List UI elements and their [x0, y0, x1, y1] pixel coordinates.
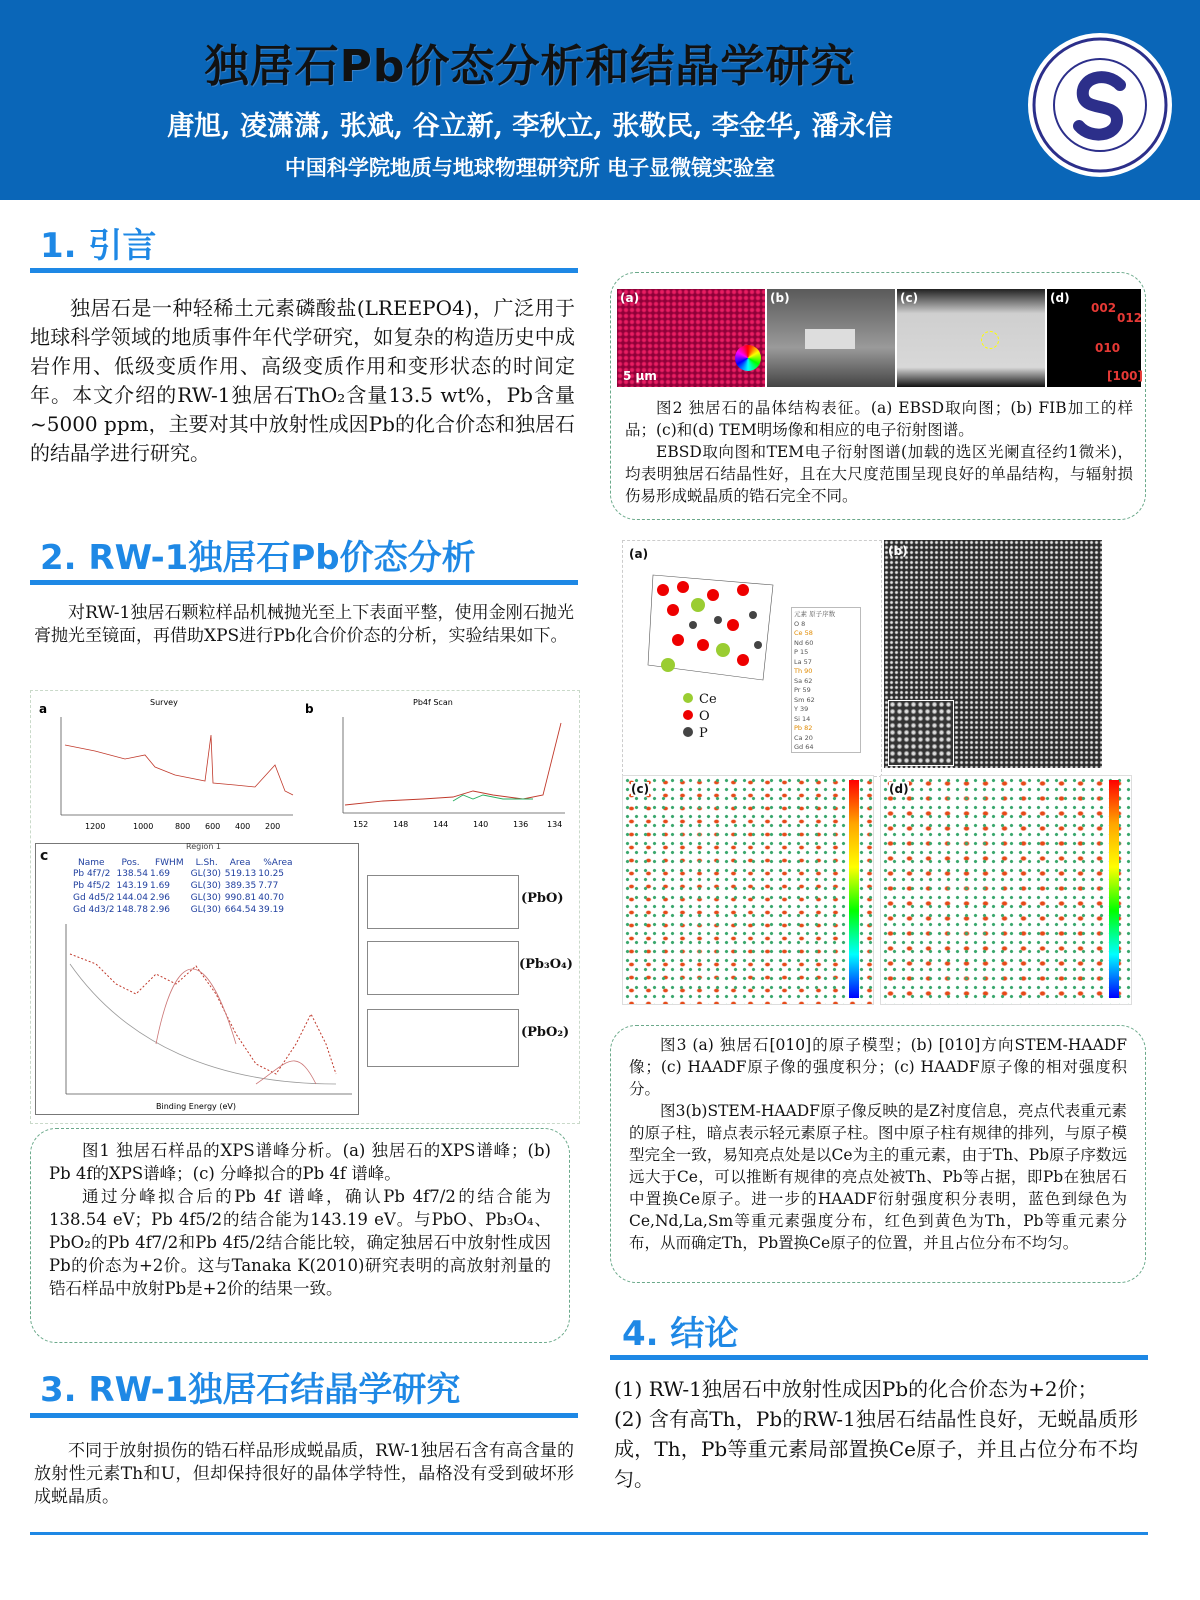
figure2a-label: (a) [620, 291, 640, 305]
element-table-row: Si 14 [794, 714, 811, 723]
element-table-row: Pr 59 [794, 686, 811, 694]
figure1a-chart [35, 695, 300, 835]
figure3b-inset [888, 700, 954, 766]
cell: GL(30) [190, 869, 222, 879]
fit-table [72, 858, 299, 916]
cell: 144.04 [116, 893, 148, 903]
figure1c-region: Region 1 [186, 842, 222, 851]
svg-text:200: 200 [265, 822, 281, 831]
ref-label-pb3o4: (Pb₃O₄) [519, 957, 573, 972]
svg-text:152: 152 [353, 820, 369, 829]
figure1c-chart [35, 843, 359, 1115]
figure2b-image [767, 289, 895, 387]
fit-table-row [72, 868, 299, 880]
figure1-caption-box [30, 1128, 570, 1343]
cell: 664.54 [224, 905, 257, 915]
figure1b-chart [303, 695, 573, 835]
atom-model [643, 565, 783, 685]
section4-title: 4. 结论 [622, 1314, 739, 1354]
fit-xlabel: Binding Energy (eV) [156, 1102, 236, 1111]
section3-body: 不同于放射损伤的锆石样品形成蜕晶质，RW-1独居石含有高含量的放射性元素Th和U，但却保持很好的晶体学特性，晶格没有受到破坏形成蜕晶质。 [34, 1441, 574, 1507]
section2-title: 2. RW-1独居石Pb价态分析 [40, 538, 476, 578]
section1-body: 独居石是一种轻稀土元素磷酸盐(LREEPO4)，广泛用于地球科学领域的地质事件年代学研究，如复杂的构造历史中成岩作用、低级变质作用、高级变质作用和变形状态的时间定年。本文介绍的RW-1独居石ThO₂含量13.5 wt%，Pb含量~5000 ppm，主要对其中放射性成因Pb的化合价态和独居石的结晶学进行研究。 [30, 296, 575, 465]
element-table-row: P 15 [794, 648, 809, 656]
element-table-row: Th 90 [794, 667, 813, 675]
cell: 2.96 [149, 905, 171, 915]
conclusion-list [614, 1374, 1138, 1494]
figure2-box [610, 272, 1146, 520]
cell: Pb 4f7/2 [73, 869, 111, 879]
svg-text:600: 600 [205, 822, 221, 831]
figure3a-label: (a) [629, 547, 649, 561]
ref-table-pbo [367, 875, 519, 929]
figure2d-label: (d) [1050, 291, 1070, 305]
fit-head: L.Sh. [195, 858, 218, 868]
fit-head: Pos. [121, 858, 140, 868]
cell: GL(30) [190, 893, 222, 903]
figure1c-label: c [40, 848, 49, 864]
svg-text:400: 400 [235, 822, 251, 831]
cell: GL(30) [190, 881, 222, 891]
ref-label-pbo: (PbO) [521, 891, 564, 906]
affiliation: 中国科学院地质与地球物理研究所 电子显微镜实验室 [284, 155, 776, 180]
spot-label: 012 [1117, 311, 1143, 325]
legend-ce-label: Ce [699, 692, 717, 707]
element-table-row: O 8 [794, 619, 806, 628]
figure1b-title: Pb4f Scan [413, 698, 453, 707]
fit-head: %Area [263, 858, 293, 868]
fit-table-header [72, 858, 299, 868]
fib-lamella [805, 329, 855, 349]
cell: Gd 4d3/2 [73, 905, 115, 915]
figure2c-image [897, 289, 1045, 387]
cell: 990.81 [224, 893, 257, 903]
figure3c-image [622, 775, 874, 1005]
figure2a-image [617, 289, 765, 387]
cell: 389.35 [224, 881, 257, 891]
svg-text:134: 134 [547, 820, 563, 829]
figure1a-title: Survey [150, 698, 178, 707]
legend-p-label: P [699, 726, 708, 741]
svg-text:1000: 1000 [133, 822, 154, 831]
aperture-circle [981, 331, 999, 349]
figure1a-label: a [39, 702, 48, 716]
conclusion-item: (2) 含有高Th，Pb的RW-1独居石结晶性良好，无蜕晶质形成，Th，Pb等重元素局部置换Ce原子，并且占位分布不均匀。 [614, 1407, 1138, 1491]
cell: Pb 4f5/2 [73, 881, 111, 891]
ref-table-pbo2 [367, 1009, 519, 1067]
element-table-row: Ca 20 [794, 733, 813, 742]
element-table-head: 元素 原子序数 [794, 610, 836, 618]
element-table-row: Pb 82 [794, 724, 813, 732]
figure1-caption-title: 图1 独居石样品的XPS谱峰分析。(a) 独居石的XPS谱峰；(b) Pb 4f的XPS谱峰；(c) 分峰拟合的Pb 4f 谱峰。 [49, 1141, 551, 1183]
atom-legend [683, 691, 717, 742]
figure2c-label: (c) [900, 291, 919, 305]
element-table-rows [794, 620, 858, 753]
figure3b-label: (b) [888, 544, 908, 558]
fit-head: Area [229, 858, 251, 868]
ref-table-pb3o4 [367, 941, 519, 995]
element-table-row: Sa 62 [794, 676, 813, 685]
svg-text:800: 800 [175, 822, 191, 831]
spot-label: 010 [1095, 341, 1121, 355]
legend-p [683, 725, 717, 742]
figure2-caption-body: EBSD取向图和TEM电子衍射图谱(加载的选区光阑直径约1微米)，均表明独居石结晶性好，且在大尺度范围呈现良好的单晶结构，与辐射损伤易形成蜕晶质的锆石完全不同。 [625, 443, 1133, 505]
figure1 [30, 690, 580, 1124]
figure1b-label: b [305, 702, 314, 716]
section4-bar [610, 1355, 1148, 1360]
section2-body: 对RW-1独居石颗粒样品机械抛光至上下表面平整，使用金刚石抛光膏抛光至镜面，再借助XPS进行Pb化合价价态的分析，实验结果如下。 [34, 603, 574, 646]
element-table [791, 607, 861, 753]
legend-o [683, 708, 717, 725]
ref-label-pbo2: (PbO₂) [521, 1025, 570, 1040]
cell: 7.77 [258, 881, 279, 891]
svg-text:136: 136 [513, 820, 529, 829]
svg-text:1200: 1200 [85, 822, 106, 831]
figure3-caption-title: 图3 (a) 独居石[010]的原子模型；(b) [010]方向STEM-HAADF像；(c) HAADF原子像的强度积分；(c) HAADF原子像的相对强度积分。 [629, 1036, 1127, 1098]
authors: 唐旭, 凌潇潇, 张斌, 谷立新, 李秋立, 张敬民, 李金华, 潘永信 [167, 111, 893, 142]
figure2a-scale: 5 μm [623, 369, 657, 383]
cell: 138.54 [116, 869, 148, 879]
fit-head: FWHM [154, 858, 184, 868]
conclusion-item: (1) RW-1独居石中放射性成因Pb的化合价态为+2价； [614, 1377, 1098, 1401]
cell: 1.69 [149, 869, 171, 879]
svg-text:148: 148 [393, 820, 409, 829]
section1-title: 1. 引言 [40, 226, 157, 266]
cell: 519.13 [224, 869, 257, 879]
figure3a [622, 540, 882, 777]
fit-table-row [72, 880, 299, 892]
zone-axis-label: [100] [1107, 369, 1144, 383]
svg-text:144: 144 [433, 820, 449, 829]
color-wheel-icon [735, 345, 761, 371]
cell: 10.25 [258, 869, 285, 879]
cell: 148.78 [116, 905, 148, 915]
element-table-row: Ce 58 [794, 629, 813, 637]
cell: Gd 4d5/2 [73, 893, 115, 903]
legend-ce [683, 691, 717, 708]
element-table-row: La 57 [794, 657, 812, 666]
poster-title: 独居石Pb价态分析和结晶学研究 [204, 41, 856, 92]
spot-label: 002 [1091, 301, 1117, 315]
cell: GL(30) [190, 905, 222, 915]
figure3c-label: (c) [631, 782, 650, 796]
cell: 39.19 [258, 905, 285, 915]
figure2d-image [1047, 289, 1144, 387]
fit-curves [36, 924, 358, 1114]
section2-bar [30, 580, 578, 585]
footer-rule [30, 1532, 1148, 1535]
section1-bar [30, 268, 578, 273]
figure2b-label: (b) [770, 291, 790, 305]
cell: 1.69 [149, 881, 171, 891]
figure2-caption-title: 图2 独居石的晶体结构表征。(a) EBSD取向图；(b) FIB加工的样品；(c)和(d) TEM明场像和相应的电子衍射图谱。 [625, 399, 1133, 439]
cell: 143.19 [116, 881, 148, 891]
figure3d-image [880, 775, 1132, 1005]
element-table-row: Y 39 [794, 705, 809, 713]
figure3-caption-body: 图3(b)STEM-HAADF原子像反映的是Z衬度信息，亮点代表重元素的原子柱，暗点表示轻元素原子柱。图中原子柱有规律的排列，与原子模型完全一致，易知亮点处是以Ce为主的重元素，由于Th、Pb原子序数远远大于Ce，可以推断有规律的亮点处被Th、Pb等占据，即Pb在独居石中置换Ce原子。进一步的HAADF衍射强度积分表明，蓝色到绿色为Ce,Nd,La,Sm等重元素强度分布，红色到黄色为Th，Pb等重元素分布，从而确定Th，Pb置换Ce原子的位置，并且占位分布不均匀。 [629, 1102, 1127, 1252]
colorbar [849, 780, 859, 998]
svg-text:140: 140 [473, 820, 489, 829]
cell: 40.70 [258, 893, 285, 903]
element-table-row: Sm 62 [794, 695, 815, 704]
legend-o-label: O [699, 709, 710, 724]
fit-head: Name [78, 858, 105, 868]
figure3b-image [884, 540, 1102, 768]
fit-table-row [72, 892, 299, 904]
cell: 2.96 [149, 893, 171, 903]
fit-table-row [72, 904, 299, 916]
element-table-row: Gd 64 [794, 743, 814, 751]
institute-logo [1025, 30, 1175, 180]
figure1-caption-body: 通过分峰拟合后的Pb 4f 谱峰，确认Pb 4f7/2的结合能为138.54 eV；Pb 4f5/2的结合能为143.19 eV。与PbO、Pb₃O₄、PbO₂的Pb 4f7/2和Pb 4f5/2结合能比较，确定独居石中放射性成因Pb的价态为+2价。这与Tanaka K(2010)研究表明的高放射剂量的锆石样品中放射Pb是+2价的结果一致。 [49, 1187, 551, 1298]
colorbar [1109, 780, 1119, 998]
figure3-caption-box [610, 1025, 1146, 1283]
element-table-row: Nd 60 [794, 638, 814, 647]
section3-title: 3. RW-1独居石结晶学研究 [40, 1370, 461, 1410]
figure3d-label: (d) [889, 782, 909, 796]
section3-bar [30, 1413, 578, 1418]
